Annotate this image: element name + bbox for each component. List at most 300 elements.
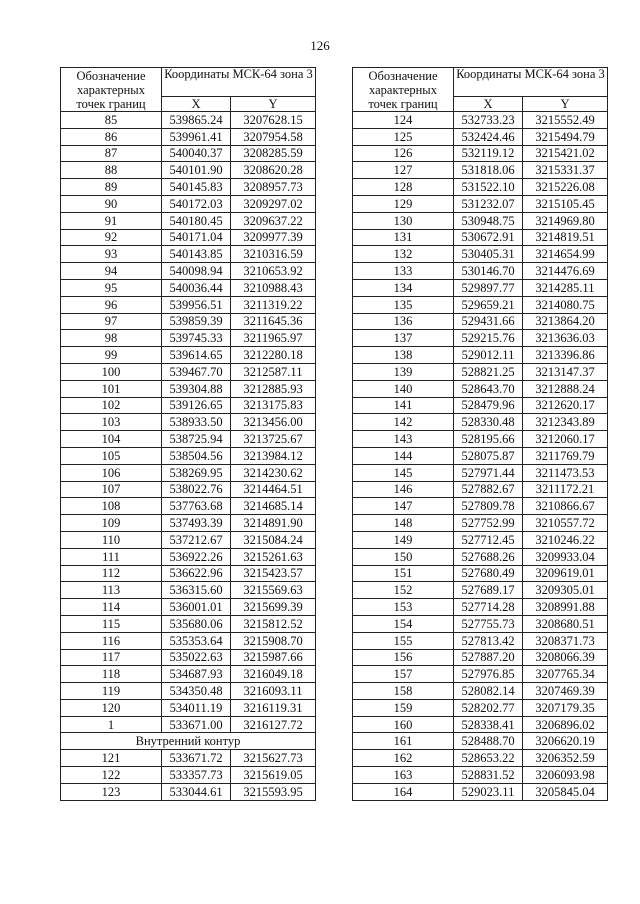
y-coordinate-cell: 3215699.39 (231, 599, 316, 616)
y-coordinate-cell: 3214476.69 (523, 263, 608, 280)
point-number-cell: 142 (353, 414, 454, 431)
table-row (353, 565, 608, 582)
y-coordinate-cell: 3207628.15 (231, 112, 316, 129)
x-coordinate-cell: 539745.33 (162, 330, 231, 347)
table-row (353, 666, 608, 683)
y-coordinate-cell: 3208991.88 (523, 599, 608, 616)
table-row (61, 112, 316, 129)
point-number-cell: 85 (61, 112, 162, 129)
x-coordinate-cell: 538504.56 (162, 447, 231, 464)
x-coordinate-cell: 540145.83 (162, 179, 231, 196)
table-row (61, 330, 316, 347)
y-coordinate-cell: 3215105.45 (523, 195, 608, 212)
point-number-cell: 116 (61, 632, 162, 649)
y-coordinate-cell: 3214080.75 (523, 296, 608, 313)
table-row (353, 212, 608, 229)
x-coordinate-cell: 540172.03 (162, 195, 231, 212)
y-coordinate-cell: 3215494.79 (523, 128, 608, 145)
point-number-cell: 117 (61, 649, 162, 666)
table-row (61, 447, 316, 464)
table-row (61, 195, 316, 212)
point-number-cell: 162 (353, 750, 454, 767)
point-number-cell: 115 (61, 615, 162, 632)
x-coordinate-cell: 528338.41 (454, 716, 523, 733)
y-coordinate-cell: 3215226.08 (523, 179, 608, 196)
y-coordinate-cell: 3213864.20 (523, 313, 608, 330)
table-row (61, 683, 316, 700)
x-coordinate-cell: 528082.14 (454, 683, 523, 700)
header-coord-label: Координаты МСК-64 зона 3 (454, 68, 608, 97)
x-coordinate-cell: 533044.61 (162, 783, 231, 800)
point-number-cell: 124 (353, 112, 454, 129)
x-coordinate-cell: 528479.96 (454, 397, 523, 414)
x-coordinate-cell: 539961.41 (162, 128, 231, 145)
y-coordinate-cell: 3206093.98 (523, 767, 608, 784)
table-row (353, 716, 608, 733)
table-row (61, 397, 316, 414)
point-number-cell: 125 (353, 128, 454, 145)
table-row (61, 347, 316, 364)
header-coord-label: Координаты МСК-64 зона 3 (162, 68, 316, 97)
point-number-cell: 1 (61, 716, 162, 733)
point-number-cell: 97 (61, 313, 162, 330)
point-number-cell: 143 (353, 431, 454, 448)
y-coordinate-cell: 3216049.18 (231, 666, 316, 683)
header-point-label: Обозначение характерных точек границ (61, 68, 162, 112)
x-coordinate-cell: 540180.45 (162, 212, 231, 229)
table-row (61, 582, 316, 599)
table-row (61, 548, 316, 565)
x-coordinate-cell: 529897.77 (454, 279, 523, 296)
point-number-cell: 155 (353, 632, 454, 649)
x-coordinate-cell: 540098.94 (162, 263, 231, 280)
table-row (61, 229, 316, 246)
y-coordinate-cell: 3215421.02 (523, 145, 608, 162)
table-row (353, 380, 608, 397)
table-row (353, 330, 608, 347)
table-row (353, 313, 608, 330)
y-coordinate-cell: 3215627.73 (231, 750, 316, 767)
x-coordinate-cell: 538022.76 (162, 481, 231, 498)
table-row (353, 615, 608, 632)
table-row (61, 380, 316, 397)
table-row (353, 162, 608, 179)
x-coordinate-cell: 536622.96 (162, 565, 231, 582)
point-number-cell: 163 (353, 767, 454, 784)
point-number-cell: 101 (61, 380, 162, 397)
y-coordinate-cell: 3208957.73 (231, 179, 316, 196)
point-number-cell: 130 (353, 212, 454, 229)
point-number-cell: 134 (353, 279, 454, 296)
point-number-cell: 127 (353, 162, 454, 179)
table-row (61, 783, 316, 800)
table-row (353, 363, 608, 380)
point-number-cell: 111 (61, 548, 162, 565)
table-row (353, 296, 608, 313)
table-row (61, 128, 316, 145)
table-row (353, 683, 608, 700)
table-row (61, 615, 316, 632)
x-coordinate-cell: 536001.01 (162, 599, 231, 616)
x-coordinate-cell: 531818.06 (454, 162, 523, 179)
x-coordinate-cell: 533671.72 (162, 750, 231, 767)
y-coordinate-cell: 3210653.92 (231, 263, 316, 280)
x-coordinate-cell: 528488.70 (454, 733, 523, 750)
point-number-cell: 107 (61, 481, 162, 498)
y-coordinate-cell: 3213175.83 (231, 397, 316, 414)
y-coordinate-cell: 3214654.99 (523, 246, 608, 263)
y-coordinate-cell: 3205845.04 (523, 783, 608, 800)
x-coordinate-cell: 528075.87 (454, 447, 523, 464)
y-coordinate-cell: 3214969.80 (523, 212, 608, 229)
x-coordinate-cell: 527680.49 (454, 565, 523, 582)
point-number-cell: 158 (353, 683, 454, 700)
x-coordinate-cell: 539126.65 (162, 397, 231, 414)
y-coordinate-cell: 3211473.53 (523, 464, 608, 481)
y-coordinate-cell: 3207179.35 (523, 699, 608, 716)
point-number-cell: 90 (61, 195, 162, 212)
point-number-cell: 137 (353, 330, 454, 347)
table-row (61, 246, 316, 263)
point-number-cell: 100 (61, 363, 162, 380)
header-y: Y (523, 96, 608, 111)
table-row (61, 363, 316, 380)
table-row (61, 481, 316, 498)
y-coordinate-cell: 3208285.59 (231, 145, 316, 162)
x-coordinate-cell: 529215.76 (454, 330, 523, 347)
x-coordinate-cell: 536922.26 (162, 548, 231, 565)
y-coordinate-cell: 3215812.52 (231, 615, 316, 632)
point-number-cell: 108 (61, 498, 162, 515)
x-coordinate-cell: 533671.00 (162, 716, 231, 733)
y-coordinate-cell: 3215987.66 (231, 649, 316, 666)
y-coordinate-cell: 3215569.63 (231, 582, 316, 599)
y-coordinate-cell: 3214685.14 (231, 498, 316, 515)
point-number-cell: 112 (61, 565, 162, 582)
table-row (61, 565, 316, 582)
point-number-cell: 157 (353, 666, 454, 683)
table-row (353, 783, 608, 800)
point-number-cell: 131 (353, 229, 454, 246)
table-row (61, 296, 316, 313)
point-number-cell: 138 (353, 347, 454, 364)
point-number-cell: 113 (61, 582, 162, 599)
x-coordinate-cell: 527755.73 (454, 615, 523, 632)
x-coordinate-cell: 539467.70 (162, 363, 231, 380)
table-row (353, 447, 608, 464)
point-number-cell: 139 (353, 363, 454, 380)
x-coordinate-cell: 528330.48 (454, 414, 523, 431)
y-coordinate-cell: 3210866.67 (523, 498, 608, 515)
y-coordinate-cell: 3209297.02 (231, 195, 316, 212)
y-coordinate-cell: 3216127.72 (231, 716, 316, 733)
table-row (353, 347, 608, 364)
y-coordinate-cell: 3213725.67 (231, 431, 316, 448)
point-number-cell: 160 (353, 716, 454, 733)
point-number-cell: 159 (353, 699, 454, 716)
x-coordinate-cell: 536315.60 (162, 582, 231, 599)
y-coordinate-cell: 3212280.18 (231, 347, 316, 364)
y-coordinate-cell: 3209619.01 (523, 565, 608, 582)
table-row (353, 414, 608, 431)
table-row (61, 179, 316, 196)
point-number-cell: 99 (61, 347, 162, 364)
table-row (61, 145, 316, 162)
point-number-cell: 148 (353, 515, 454, 532)
y-coordinate-cell: 3212587.11 (231, 363, 316, 380)
x-coordinate-cell: 539304.88 (162, 380, 231, 397)
y-coordinate-cell: 3211319.22 (231, 296, 316, 313)
table-row (353, 582, 608, 599)
point-number-cell: 123 (61, 783, 162, 800)
x-coordinate-cell: 527976.85 (454, 666, 523, 683)
x-coordinate-cell: 540101.90 (162, 162, 231, 179)
point-number-cell: 152 (353, 582, 454, 599)
coordinates-table-left (60, 67, 316, 801)
y-coordinate-cell: 3208620.28 (231, 162, 316, 179)
y-coordinate-cell: 3211965.97 (231, 330, 316, 347)
point-number-cell: 110 (61, 531, 162, 548)
y-coordinate-cell: 3209933.04 (523, 548, 608, 565)
x-coordinate-cell: 527882.67 (454, 481, 523, 498)
table-row (61, 464, 316, 481)
table-row (61, 515, 316, 532)
point-number-cell: 147 (353, 498, 454, 515)
y-coordinate-cell: 3210557.72 (523, 515, 608, 532)
table-row (353, 699, 608, 716)
table-row (61, 414, 316, 431)
x-coordinate-cell: 535022.63 (162, 649, 231, 666)
x-coordinate-cell: 527809.78 (454, 498, 523, 515)
x-coordinate-cell: 530405.31 (454, 246, 523, 263)
x-coordinate-cell: 530146.70 (454, 263, 523, 280)
y-coordinate-cell: 3216119.31 (231, 699, 316, 716)
y-coordinate-cell: 3214891.90 (231, 515, 316, 532)
x-coordinate-cell: 534011.19 (162, 699, 231, 716)
y-coordinate-cell: 3216093.11 (231, 683, 316, 700)
point-number-cell: 164 (353, 783, 454, 800)
table-row (61, 162, 316, 179)
table-row (61, 263, 316, 280)
section-row (61, 733, 316, 750)
y-coordinate-cell: 3211769.79 (523, 447, 608, 464)
x-coordinate-cell: 528831.52 (454, 767, 523, 784)
point-number-cell: 129 (353, 195, 454, 212)
x-coordinate-cell: 540171.04 (162, 229, 231, 246)
point-number-cell: 156 (353, 649, 454, 666)
x-coordinate-cell: 527712.45 (454, 531, 523, 548)
table-row (353, 632, 608, 649)
header-x: X (162, 96, 231, 111)
table-row (353, 733, 608, 750)
table-row (61, 767, 316, 784)
point-number-cell: 153 (353, 599, 454, 616)
point-number-cell: 93 (61, 246, 162, 263)
x-coordinate-cell: 533357.73 (162, 767, 231, 784)
y-coordinate-cell: 3210316.59 (231, 246, 316, 263)
y-coordinate-cell: 3214819.51 (523, 229, 608, 246)
point-number-cell: 154 (353, 615, 454, 632)
point-number-cell: 126 (353, 145, 454, 162)
table-row (353, 515, 608, 532)
header-x: X (454, 96, 523, 111)
x-coordinate-cell: 529659.21 (454, 296, 523, 313)
point-number-cell: 96 (61, 296, 162, 313)
section-label: Внутренний контур (61, 733, 316, 750)
x-coordinate-cell: 528821.25 (454, 363, 523, 380)
y-coordinate-cell: 3211172.21 (523, 481, 608, 498)
x-coordinate-cell: 528653.22 (454, 750, 523, 767)
y-coordinate-cell: 3211645.36 (231, 313, 316, 330)
x-coordinate-cell: 539956.51 (162, 296, 231, 313)
point-number-cell: 89 (61, 179, 162, 196)
table-row (61, 699, 316, 716)
y-coordinate-cell: 3215593.95 (231, 783, 316, 800)
x-coordinate-cell: 534687.93 (162, 666, 231, 683)
x-coordinate-cell: 532424.46 (454, 128, 523, 145)
y-coordinate-cell: 3214464.51 (231, 481, 316, 498)
table-row (61, 498, 316, 515)
x-coordinate-cell: 527752.99 (454, 515, 523, 532)
y-coordinate-cell: 3208066.39 (523, 649, 608, 666)
table-row (61, 750, 316, 767)
table-row (353, 599, 608, 616)
y-coordinate-cell: 3207765.34 (523, 666, 608, 683)
y-coordinate-cell: 3213147.37 (523, 363, 608, 380)
table-row (61, 212, 316, 229)
y-coordinate-cell: 3215261.63 (231, 548, 316, 565)
y-coordinate-cell: 3210988.43 (231, 279, 316, 296)
table-row (353, 498, 608, 515)
point-number-cell: 141 (353, 397, 454, 414)
y-coordinate-cell: 3208680.51 (523, 615, 608, 632)
point-number-cell: 140 (353, 380, 454, 397)
x-coordinate-cell: 531522.10 (454, 179, 523, 196)
point-number-cell: 151 (353, 565, 454, 582)
x-coordinate-cell: 535680.06 (162, 615, 231, 632)
point-number-cell: 150 (353, 548, 454, 565)
table-row (353, 279, 608, 296)
y-coordinate-cell: 3212888.24 (523, 380, 608, 397)
y-coordinate-cell: 3212060.17 (523, 431, 608, 448)
point-number-cell: 136 (353, 313, 454, 330)
y-coordinate-cell: 3215423.57 (231, 565, 316, 582)
y-coordinate-cell: 3208371.73 (523, 632, 608, 649)
x-coordinate-cell: 528195.66 (454, 431, 523, 448)
y-coordinate-cell: 3215331.37 (523, 162, 608, 179)
table-row (61, 716, 316, 733)
table-row (353, 179, 608, 196)
x-coordinate-cell: 537763.68 (162, 498, 231, 515)
point-number-cell: 122 (61, 767, 162, 784)
table-row (353, 531, 608, 548)
point-number-cell: 105 (61, 447, 162, 464)
x-coordinate-cell: 527688.26 (454, 548, 523, 565)
point-number-cell: 86 (61, 128, 162, 145)
table-row (61, 431, 316, 448)
point-number-cell: 120 (61, 699, 162, 716)
x-coordinate-cell: 538269.95 (162, 464, 231, 481)
table-row (353, 128, 608, 145)
x-coordinate-cell: 527689.17 (454, 582, 523, 599)
x-coordinate-cell: 527813.42 (454, 632, 523, 649)
y-coordinate-cell: 3215552.49 (523, 112, 608, 129)
point-number-cell: 161 (353, 733, 454, 750)
point-number-cell: 119 (61, 683, 162, 700)
y-coordinate-cell: 3212343.89 (523, 414, 608, 431)
point-number-cell: 102 (61, 397, 162, 414)
header-point-label: Обозначение характерных точек границ (353, 68, 454, 112)
table-row (353, 145, 608, 162)
table-row (353, 229, 608, 246)
point-number-cell: 132 (353, 246, 454, 263)
y-coordinate-cell: 3212885.93 (231, 380, 316, 397)
table-row (353, 481, 608, 498)
point-number-cell: 103 (61, 414, 162, 431)
y-coordinate-cell: 3212620.17 (523, 397, 608, 414)
x-coordinate-cell: 530948.75 (454, 212, 523, 229)
y-coordinate-cell: 3215619.05 (231, 767, 316, 784)
header-y: Y (231, 96, 316, 111)
y-coordinate-cell: 3213636.03 (523, 330, 608, 347)
y-coordinate-cell: 3214230.62 (231, 464, 316, 481)
table-row (353, 397, 608, 414)
table-row (353, 246, 608, 263)
point-number-cell: 114 (61, 599, 162, 616)
x-coordinate-cell: 534350.48 (162, 683, 231, 700)
x-coordinate-cell: 529023.11 (454, 783, 523, 800)
x-coordinate-cell: 530672.91 (454, 229, 523, 246)
point-number-cell: 87 (61, 145, 162, 162)
table-row (353, 112, 608, 129)
point-number-cell: 128 (353, 179, 454, 196)
x-coordinate-cell: 537493.39 (162, 515, 231, 532)
y-coordinate-cell: 3213984.12 (231, 447, 316, 464)
x-coordinate-cell: 539865.24 (162, 112, 231, 129)
x-coordinate-cell: 532733.23 (454, 112, 523, 129)
point-number-cell: 146 (353, 481, 454, 498)
table-row (353, 750, 608, 767)
page-number: 126 (310, 38, 330, 53)
x-coordinate-cell: 529012.11 (454, 347, 523, 364)
y-coordinate-cell: 3209637.22 (231, 212, 316, 229)
table-row (61, 599, 316, 616)
x-coordinate-cell: 527887.20 (454, 649, 523, 666)
point-number-cell: 98 (61, 330, 162, 347)
x-coordinate-cell: 539614.65 (162, 347, 231, 364)
y-coordinate-cell: 3215084.24 (231, 531, 316, 548)
x-coordinate-cell: 529431.66 (454, 313, 523, 330)
x-coordinate-cell: 527714.28 (454, 599, 523, 616)
point-number-cell: 91 (61, 212, 162, 229)
x-coordinate-cell: 538933.50 (162, 414, 231, 431)
y-coordinate-cell: 3206620.19 (523, 733, 608, 750)
y-coordinate-cell: 3206352.59 (523, 750, 608, 767)
point-number-cell: 109 (61, 515, 162, 532)
point-number-cell: 104 (61, 431, 162, 448)
y-coordinate-cell: 3209305.01 (523, 582, 608, 599)
y-coordinate-cell: 3214285.11 (523, 279, 608, 296)
point-number-cell: 118 (61, 666, 162, 683)
x-coordinate-cell: 538725.94 (162, 431, 231, 448)
x-coordinate-cell: 528202.77 (454, 699, 523, 716)
point-number-cell: 121 (61, 750, 162, 767)
coordinates-table-right (352, 67, 608, 801)
y-coordinate-cell: 3207469.39 (523, 683, 608, 700)
y-coordinate-cell: 3207954.58 (231, 128, 316, 145)
point-number-cell: 92 (61, 229, 162, 246)
point-number-cell: 88 (61, 162, 162, 179)
